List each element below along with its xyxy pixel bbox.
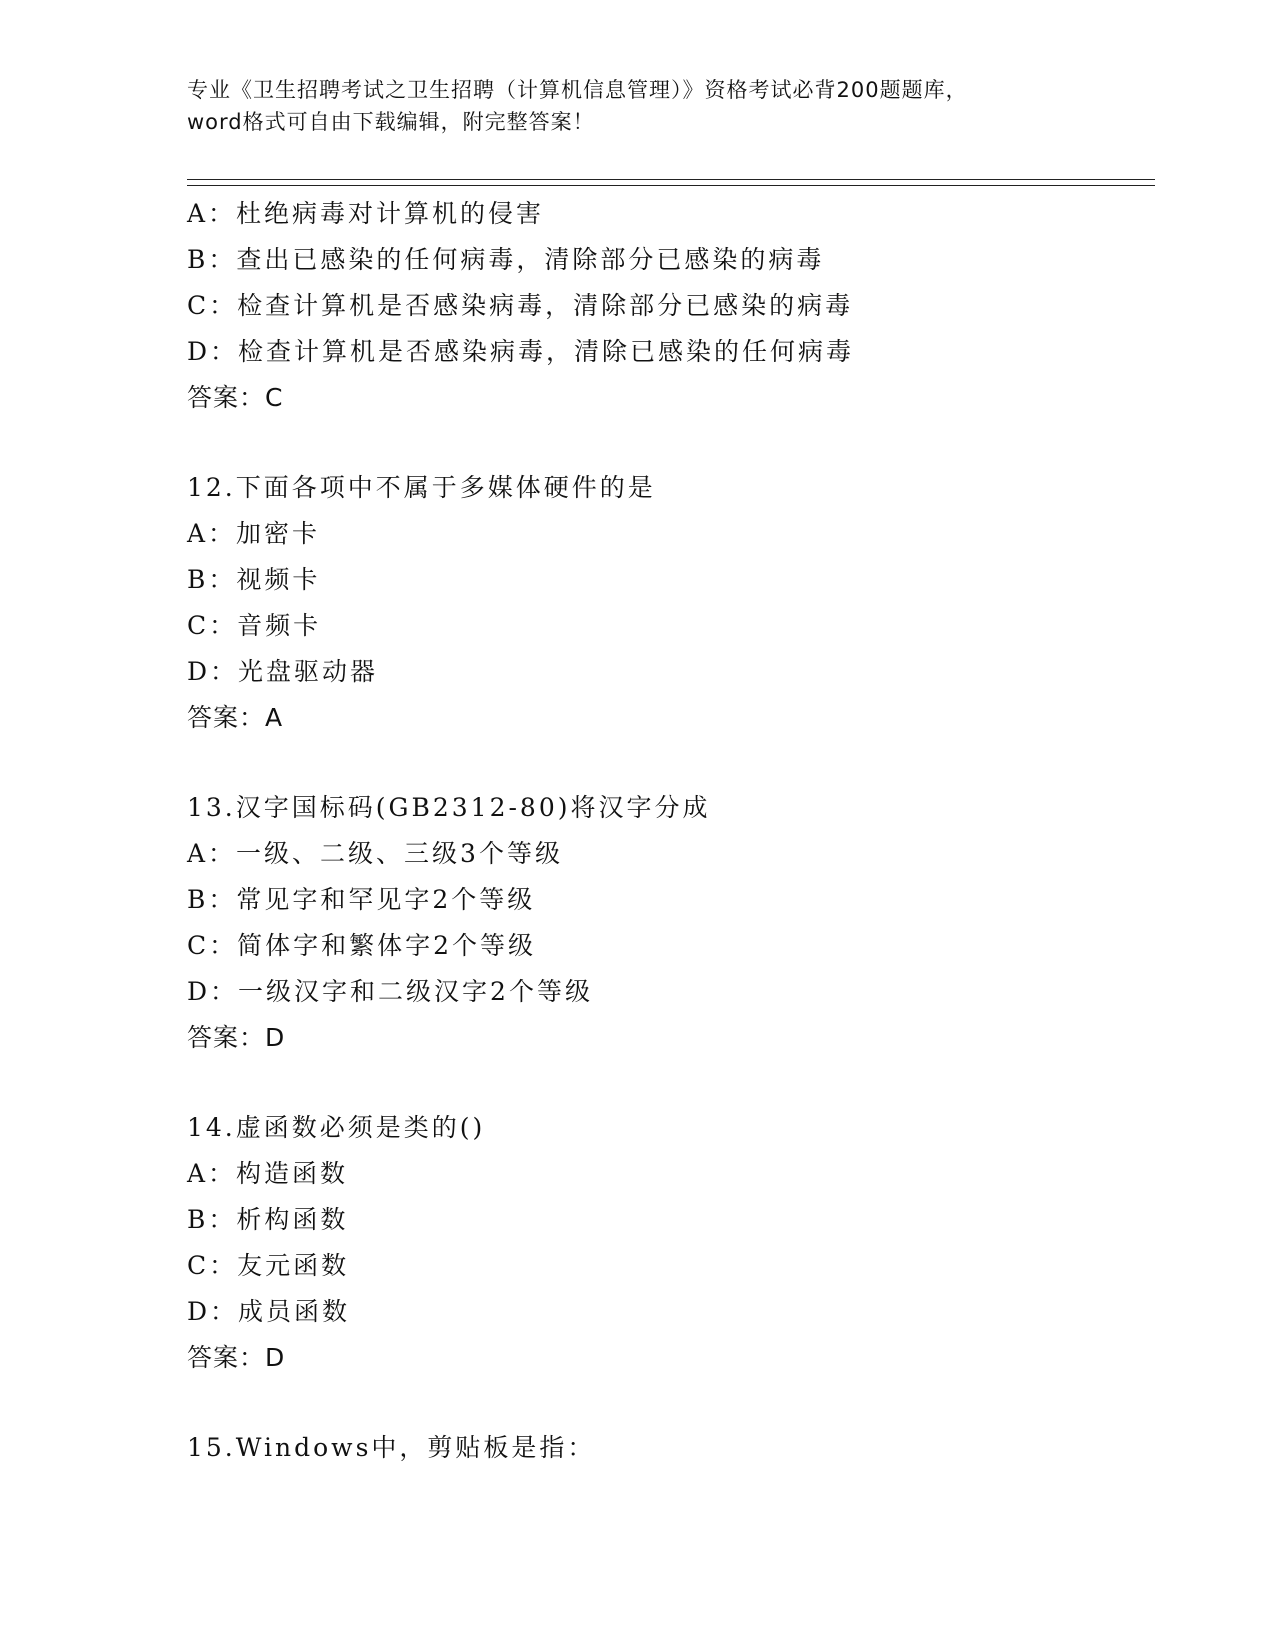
header-title-line: 专业《卫生招聘考试之卫生招聘（计算机信息管理）》资格考试必背200题题库， xyxy=(187,78,968,102)
question-block-15 xyxy=(187,1425,1147,1471)
question-text: 13.汉字国标码(GB2312-80)将汉字分成 xyxy=(187,793,711,822)
option-d: D：检查计算机是否感染病毒，清除已感染的任何病毒 xyxy=(187,337,855,366)
option-c: C：简体字和繁体字2个等级 xyxy=(187,931,537,960)
option-c: C：检查计算机是否感染病毒，清除部分已感染的病毒 xyxy=(187,291,854,320)
question-block-14 xyxy=(187,1105,1147,1381)
question-text: 12.下面各项中不属于多媒体硬件的是 xyxy=(187,473,656,502)
question-block-13 xyxy=(187,785,1147,1061)
option-d: D：一级汉字和二级汉字2个等级 xyxy=(187,977,593,1006)
question-block-12 xyxy=(187,465,1147,741)
question-block-11 xyxy=(187,191,1147,421)
option-a: A：一级、二级、三级3个等级 xyxy=(187,839,563,868)
question-text: 14.虚函数必须是类的() xyxy=(187,1113,486,1142)
option-d: D：成员函数 xyxy=(187,1297,351,1326)
option-a: A：杜绝病毒对计算机的侵害 xyxy=(187,199,545,228)
answer-line: 答案：C xyxy=(187,383,284,412)
option-d: D：光盘驱动器 xyxy=(187,657,379,686)
header-rule-bottom xyxy=(187,185,1155,186)
option-c: C：音频卡 xyxy=(187,611,322,640)
option-a: A：加密卡 xyxy=(187,519,321,548)
document-header xyxy=(187,74,1087,138)
option-a: A：构造函数 xyxy=(187,1159,349,1188)
option-b: B：常见字和罕见字2个等级 xyxy=(187,885,536,914)
header-subtitle-line: word格式可自由下载编辑，附完整答案！ xyxy=(187,110,595,134)
answer-line: 答案：D xyxy=(187,1343,286,1372)
option-b: B：析构函数 xyxy=(187,1205,349,1234)
question-list xyxy=(187,191,1147,1471)
header-rule-top xyxy=(187,179,1155,180)
option-b: B：查出已感染的任何病毒，清除部分已感染的病毒 xyxy=(187,245,825,274)
option-b: B：视频卡 xyxy=(187,565,321,594)
option-c: C：友元函数 xyxy=(187,1251,350,1280)
answer-line: 答案：D xyxy=(187,1023,286,1052)
answer-line: 答案：A xyxy=(187,703,284,732)
question-text: 15.Windows中，剪贴板是指： xyxy=(187,1433,596,1462)
